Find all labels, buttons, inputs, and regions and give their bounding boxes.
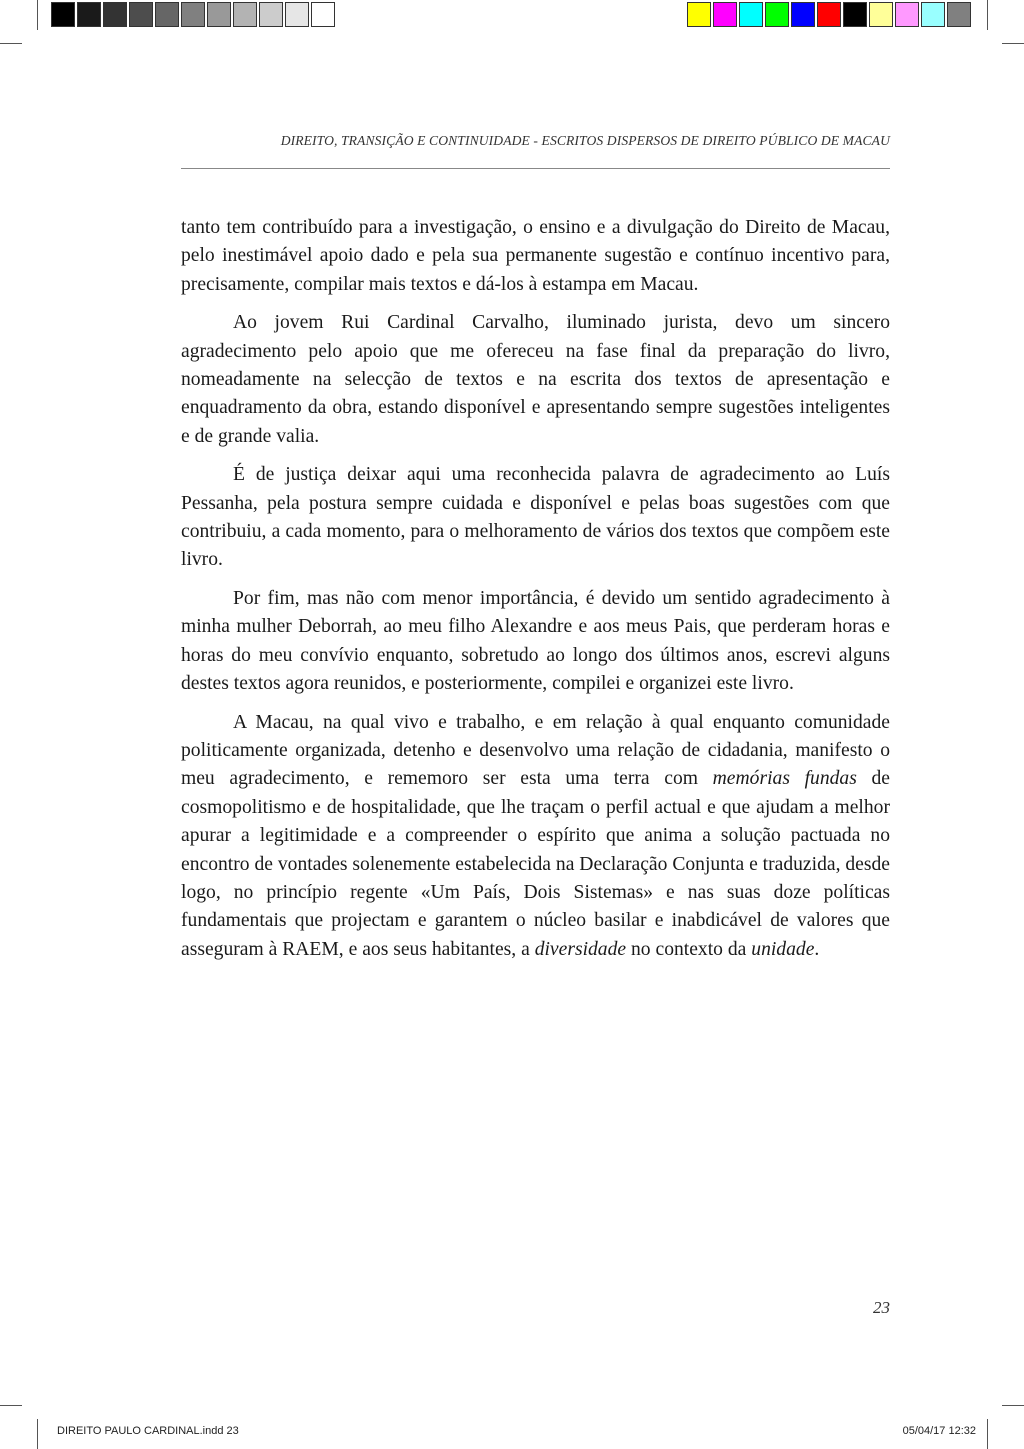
crop-mark-bottom-left-h [0,1405,22,1406]
paragraph-5-text-3: no contexto da [626,938,752,960]
color-swatch-1 [687,2,711,27]
italic-memorias-fundas: memórias fundas [712,768,857,790]
color-swatch-6 [817,2,841,27]
gray-swatch-5 [155,2,179,27]
color-swatch-4 [765,2,789,27]
gray-swatch-2 [77,2,101,27]
gray-swatch-10 [285,2,309,27]
body-text [181,214,890,974]
italic-diversidade: diversidade [534,938,627,960]
color-swatch-5 [791,2,815,27]
crop-mark-top-left-h [0,43,22,44]
gray-swatch-7 [207,2,231,27]
process-color-bar [687,2,973,29]
crop-mark-top-right-v [987,0,988,30]
color-swatch-3 [739,2,763,27]
color-swatch-9 [895,2,919,27]
paragraph-2: Ao jovem Rui Cardinal Carvalho, iluminado jurista, devo um sincero agradecimento pelo apoio que me ofereceu na fase final da preparação do livro, nomeadamente na selecção de textos e na escrita dos textos de apresentação e enquadramento da obra, estando disponível e apresentando sempre sugestões inteligentes e de grande valia. [181,312,890,447]
page-number: 23 [873,1298,890,1317]
color-swatch-11 [947,2,971,27]
gray-swatch-1 [51,2,75,27]
gray-swatch-8 [233,2,257,27]
gray-swatch-3 [103,2,127,27]
crop-mark-top-left-v [37,0,38,30]
running-header: DIREITO, TRANSIÇÃO E CONTINUIDADE - ESCRITOS DISPERSOS DE DIREITO PÚBLICO DE MACAU [280,133,890,148]
color-swatch-2 [713,2,737,27]
italic-unidade: unidade [751,938,815,960]
paragraph-5-text-1: A Macau, na qual vivo e trabalho, e em relação à qual enquanto comunidade politicamente organizada, detenho e desenvolvo uma relação de cidadania, manifesto o meu agradecimento, e rememoro ser esta uma terra com [181,711,890,790]
crop-mark-bottom-right-v [987,1419,988,1449]
gray-swatch-11 [311,2,335,27]
paragraph-5-text-2: de cosmopolitismo e de hospitalidade, que lhe traçam o perfil actual e que ajudam a melhor apurar a legitimidade e a compreender o espírito que anima a solução pactuada no encontro de vontades solenemente estabelecida na Declaração Conjunta e traduzida, desde logo, no princípio regente «Um País, Dois Sistemas» e nas suas doze políticas fundamentais que projectam e garantem o núcleo basilar e inabdicável de valores que asseguram à RAEM, e aos seus habitantes, a [181,768,890,960]
paragraph-5-text-4: . [814,938,820,960]
color-swatch-7 [843,2,867,27]
color-swatch-8 [869,2,893,27]
paragraph-1: tanto tem contribuído para a investigação, o ensino e a divulgação do Direito de Macau, pelo inestimável apoio dado e pela sua permanente sugestão e contínuo incentivo para, precisamente, compilar mais textos e dá-los à estampa em Macau. [181,217,890,295]
color-swatch-10 [921,2,945,27]
header-rule [181,168,890,169]
print-slug-datetime: 05/04/17 12:32 [902,1425,976,1437]
paragraph-3: É de justiça deixar aqui uma reconhecida palavra de agradecimento ao Luís Pessanha, pela postura sempre cuidada e disponível e pelas boas sugestões com que contribuiu, a cada momento, para o melhoramento de vários dos textos que compõem este livro. [181,464,890,571]
crop-mark-bottom-left-v [37,1419,38,1449]
paragraph-5 [181,709,890,965]
gray-swatch-4 [129,2,153,27]
grayscale-color-bar [51,2,337,29]
print-slug-file: DIREITO PAULO CARDINAL.indd 23 [57,1425,239,1437]
gray-swatch-6 [181,2,205,27]
paragraph-4: Por fim, mas não com menor importância, é devido um sentido agradecimento à minha mulher Deborrah, ao meu filho Alexandre e aos meus Pais, que perderam horas e horas do meu convívio enquanto, sobretudo ao longo dos últimos anos, escrevi alguns destes textos agora reunidos, e posteriormente, compilei e organizei este livro. [181,587,890,695]
crop-mark-top-right-h [1002,43,1024,44]
crop-mark-bottom-right-h [1002,1405,1024,1406]
gray-swatch-9 [259,2,283,27]
